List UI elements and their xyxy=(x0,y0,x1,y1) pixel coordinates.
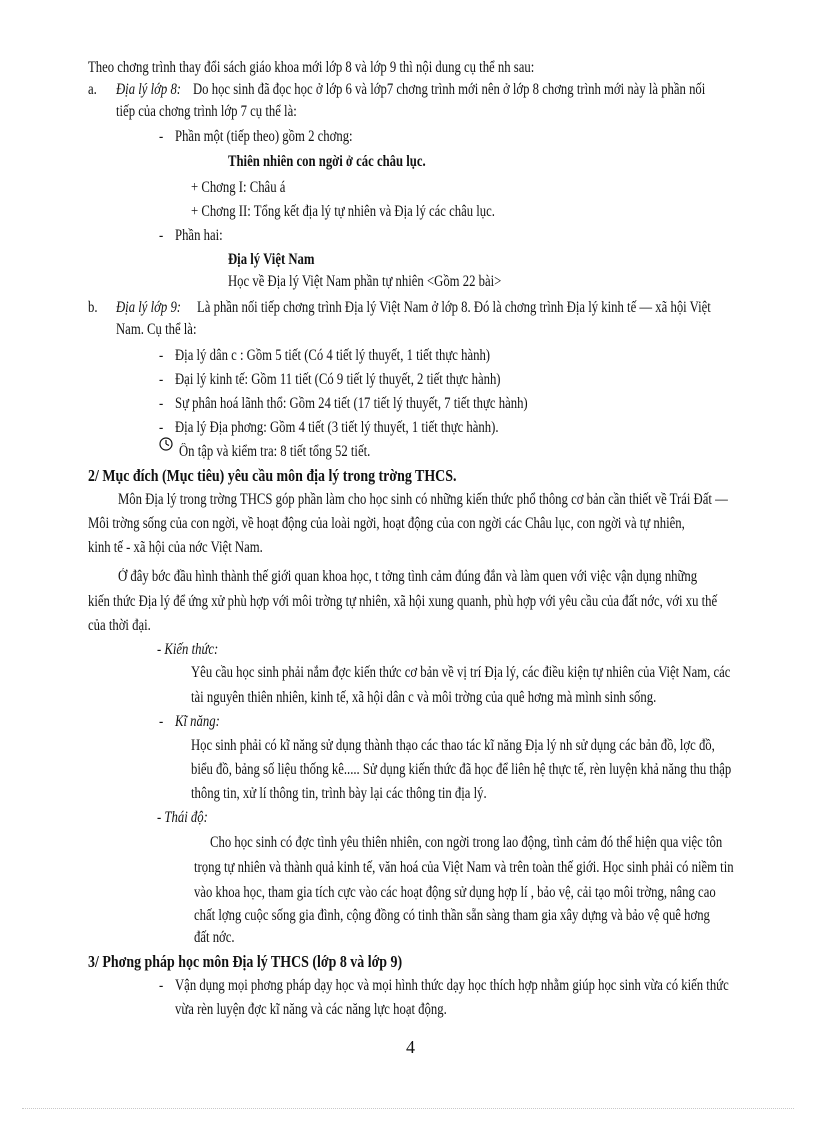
heading-methods: 3/ Phơng pháp học môn Địa lý THCS (lớp 8 và lớp 9) xyxy=(88,952,403,971)
skills-line3: thông tin, xử lí thông tin, trình bày lại các thông tin địa lý. xyxy=(191,785,487,802)
list-economy: Đại lý kinh tế: Gồm 11 tiết (Có 9 tiết lý thuyết, 2 tiết thực hành) xyxy=(175,371,501,388)
item-a-text-cont: tiếp của chơng trình lớp 7 cụ thể là: xyxy=(116,103,297,120)
item-a-label: Địa lý lớp 8: xyxy=(116,81,182,98)
skills-line2: biểu đồ, bảng số liệu thống kê..... Sử dụng kiến thức đã học để liên hệ thực tế, rèn luyện khả năng thu thập xyxy=(191,761,732,778)
dash-7: - xyxy=(159,713,164,730)
attitude-line3: vào khoa học, tham gia tích cực vào các hoạt động sử dụng hợp lí , bảo vệ, cải tạo môi trờng, nâng cao xyxy=(194,884,716,901)
page-number: 4 xyxy=(406,1037,415,1057)
attitude-line2: trọng tự nhiên và thành quả kinh tế, văn hoá của Việt Nam và trên toàn thế giới. Học sinh phải có niềm tin xyxy=(194,859,734,876)
knowledge-line1: Yêu cầu học sinh phải nắm đợc kiến thức cơ bản về vị trí Địa lý, các điều kiện tự nhiên của Việt Nam, các xyxy=(191,664,731,681)
skills-label: Kĩ năng: xyxy=(175,713,220,730)
methods-line2: vừa rèn luyện đợc kĩ năng và các năng lực hoạt động. xyxy=(175,1001,447,1018)
clock-icon xyxy=(159,437,173,451)
methods-line1: Vận dụng mọi phơng pháp dạy học và mọi hình thức dạy học thích hợp nhằm giúp học sinh vừa có kiến thức xyxy=(175,977,729,994)
item-b-marker: b. xyxy=(88,299,98,316)
attitude-line1: Cho học sinh có đợc tình yêu thiên nhiên, con ngời trong lao động, tình cảm đó thể hiện qua việc tôn xyxy=(210,834,723,851)
section-title-nature: Thiên nhiên con ngời ở các châu lục. xyxy=(228,153,426,170)
knowledge-line2: tài nguyên thiên nhiên, kinh tế, xã hội dân c và môi trờng của quê hơng mà mình sinh sống. xyxy=(191,689,657,706)
item-b-text: Là phần nối tiếp chơng trình Địa lý Việt Nam ở lớp 8. Đó là chơng trình Địa lý kinh tế — xã hội Việt xyxy=(197,299,711,316)
attitude-line4: chất lợng cuộc sống gia đình, cộng đồng có tinh thần sẵn sàng tham gia xây dựng và bảo vệ quê hơng xyxy=(194,907,710,924)
skills-line1: Học sinh phải có kĩ năng sử dụng thành thạo các thao tác kĩ năng Địa lý nh sử dụng các bản đồ, lợc đồ, xyxy=(191,737,715,754)
objectives-para1-line1: Môn Địa lý trong trờng THCS góp phần làm cho học sinh có những kiến thức phổ thông cơ bản cần thiết về Trái Đất — xyxy=(118,491,728,508)
list-local: Địa lý Địa phơng: Gồm 4 tiết (3 tiết lý thuyết, 1 tiết thực hành). xyxy=(175,419,499,436)
dash-4: - xyxy=(159,371,164,388)
dash-8: - xyxy=(159,977,164,994)
part-one-line: Phần một (tiếp theo) gồm 2 chơng: xyxy=(175,128,353,145)
chapter-2: + Chơng II: Tổng kết địa lý tự nhiên và Địa lý các châu lục. xyxy=(191,203,495,220)
part-two-line: Phần hai: xyxy=(175,227,223,244)
vietnam-nature-line: Học về Địa lý Việt Nam phần tự nhiên <Gồm 22 bài> xyxy=(228,273,502,290)
item-b-text-cont: Nam. Cụ thể là: xyxy=(116,321,197,338)
dash-5: - xyxy=(159,395,164,412)
objectives-para1-line3: kinh tế - xã hội của nớc Việt Nam. xyxy=(88,539,263,556)
attitude-label: - Thái độ: xyxy=(157,809,208,826)
item-b-label: Địa lý lớp 9: xyxy=(116,299,182,316)
attitude-line5: đất nớc. xyxy=(194,929,235,946)
dash-2: - xyxy=(159,227,164,244)
intro-line: Theo chơng trình thay đổi sách giáo khoa mới lớp 8 và lớp 9 thì nội dung cụ thể nh sau: xyxy=(88,59,535,76)
objectives-para2-line2: kiến thức Địa lý để ứng xử phù hợp với môi trờng tự nhiên, xã hội xung quanh, phù hợp với yêu cầu của đất nớc, với xu thế xyxy=(88,593,718,610)
knowledge-label: - Kiến thức: xyxy=(157,641,219,658)
list-population: Địa lý dân c : Gồm 5 tiết (Có 4 tiết lý thuyết, 1 tiết thực hành) xyxy=(175,347,491,364)
footer-divider xyxy=(22,1108,794,1109)
heading-objectives: 2/ Mục đích (Mục tiêu) yêu cầu môn địa lý trong trờng THCS. xyxy=(88,466,457,485)
item-a-text: Do học sinh đã đọc học ở lớp 6 và lớp7 chơng trình mới nên ở lớp 8 chơng trình mới này là phần nối xyxy=(193,81,706,98)
item-a-marker: a. xyxy=(88,81,97,98)
objectives-para1-line2: Môi trờng sống của con ngời, về hoạt động của loài ngời, hoạt động của con ngời các Châu lục, con ngời và tự nhiên, xyxy=(88,515,685,532)
section-title-vietnam: Địa lý Việt Nam xyxy=(228,251,315,268)
dash-1: - xyxy=(159,128,164,145)
chapter-1: + Chơng I: Châu á xyxy=(191,179,286,196)
list-review: Ôn tập và kiểm tra: 8 tiết tổng 52 tiết. xyxy=(179,443,371,460)
objectives-para2-line1: Ở đây bớc đầu hình thành thế giới quan khoa học, t tởng tình cảm đúng đắn và làm quen với việc vận dụng những xyxy=(118,568,698,585)
dash-3: - xyxy=(159,347,164,364)
list-territory: Sự phân hoá lãnh thổ: Gồm 24 tiết (17 tiết lý thuyết, 7 tiết thực hành) xyxy=(175,395,528,412)
objectives-para2-line3: của thời đại. xyxy=(88,617,151,634)
dash-6: - xyxy=(159,419,164,436)
